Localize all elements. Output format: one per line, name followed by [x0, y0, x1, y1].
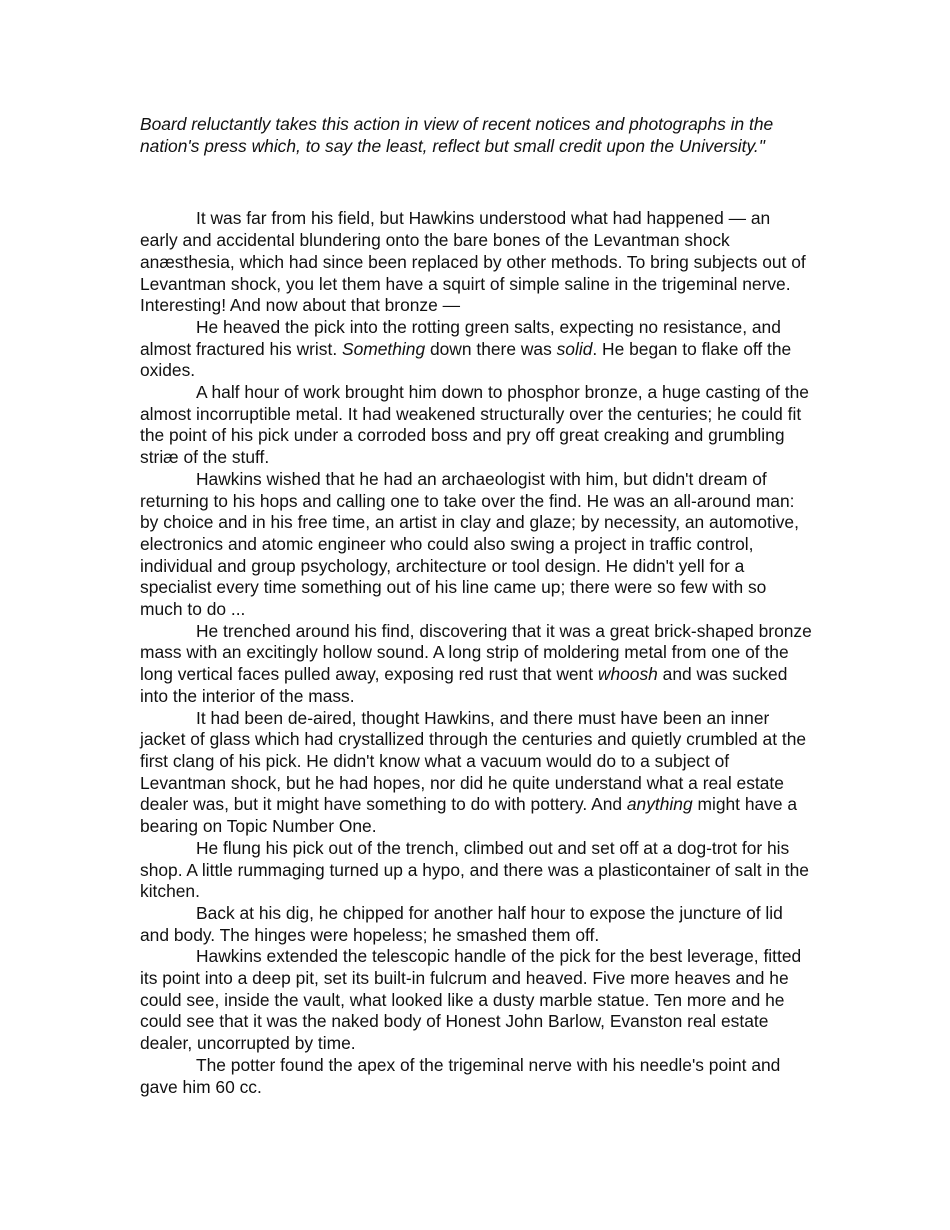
document-page	[140, 114, 812, 1098]
paragraph-5-emphasis: whoosh	[597, 664, 658, 685]
paragraph-8: Back at his dig, he chipped for another half hour to expose the juncture of lid and body. The hinges were hopeless; he smashed them off.	[140, 902, 783, 945]
paragraph-2-part-b: down there was	[425, 338, 557, 359]
paragraph-9: Hawkins extended the telescopic handle of the pick for the best leverage, fitted its point into a deep pit, set its built-in fulcrum and heaved. Five more heaves and he could see, inside the vault, what looked like a dusty marble statue. Ten more and he could see that it was the naked body of Honest John Barlow, Evanston real estate dealer, uncorrupted by time.	[140, 946, 802, 1054]
quoted-statement: Board reluctantly takes this action in view of recent notices and photographs in the nation's press which, to say the least, reflect but small credit upon the University."	[140, 114, 774, 156]
paragraph-5	[140, 621, 812, 708]
paragraph-10: The potter found the apex of the trigeminal nerve with his needle's point and gave him 60 cc.	[140, 1054, 781, 1097]
paragraph-3: A half hour of work brought him down to phosphor bronze, a huge casting of the almost incorruptible metal. It had weakened structurally over the centuries; he could fit the point of his pick under a corroded boss and pry off great creaking and grumbling striæ of the stuff.	[140, 382, 809, 468]
paragraph-6-part-a: It had been de-aired, thought Hawkins, and there must have been an inner jacket of glass which had crystallized through the centuries and quietly crumbled at the first clang of his pick. He didn't know what a vacuum would do to a subject of Levantman shock, but he had hopes, nor did he quite understand what a real estate dealer was, but it might have something to do with pottery. And	[140, 707, 807, 815]
paragraph-7: He flung his pick out of the trench, climbed out and set off at a dog-trot for his shop. A little rummaging turned up a hypo, and there was a plasticontainer of salt in the kitchen.	[140, 837, 809, 902]
paragraph-5-part-a: He trenched around his find, discovering that it was a great brick-shaped bronze mass with an excitingly hollow sound. A long strip of moldering metal from one of the long vertical faces pulled away, exposing red rust that went	[140, 620, 812, 685]
paragraph-4: Hawkins wished that he had an archaeologist with him, but didn't dream of returning to his hops and calling one to take over the find. He was an all-around man: by choice and in his free time, an artist in clay and glaze; by necessity, an automotive, electronics and atomic engineer who could also swing a project in traffic control, individual and group psychology, architecture or tool design. He didn't yell for a specialist every time something out of his line came up; there were so few with so much to do ...	[140, 468, 799, 620]
paragraph-1: It was far from his field, but Hawkins understood what had happened — an early and accidental blundering onto the bare bones of the Levantman shock anæsthesia, which had since been replaced by other methods. To bring subjects out of Levantman shock, you let them have a squirt of simple saline in the trigeminal nerve. Interesting! And now about that bronze —	[140, 208, 806, 316]
paragraph-6-emphasis: anything	[626, 794, 693, 815]
paragraph-2-emphasis-1: Something	[341, 338, 426, 359]
paragraph-5-part-b: and was sucked into the interior of the mass.	[140, 664, 788, 706]
paragraph-6	[140, 708, 812, 838]
paragraph-2-part-c: . He began to flake off the oxides.	[140, 338, 792, 381]
paragraph-2	[140, 317, 812, 382]
paragraph-6-part-b: might have a bearing on Topic Number One.	[140, 794, 798, 837]
paragraph-2-part-a: He heaved the pick into the rotting green salts, expecting no resistance, and almost fractured his wrist.	[140, 316, 781, 359]
paragraph-2-emphasis-2: solid	[556, 338, 593, 359]
